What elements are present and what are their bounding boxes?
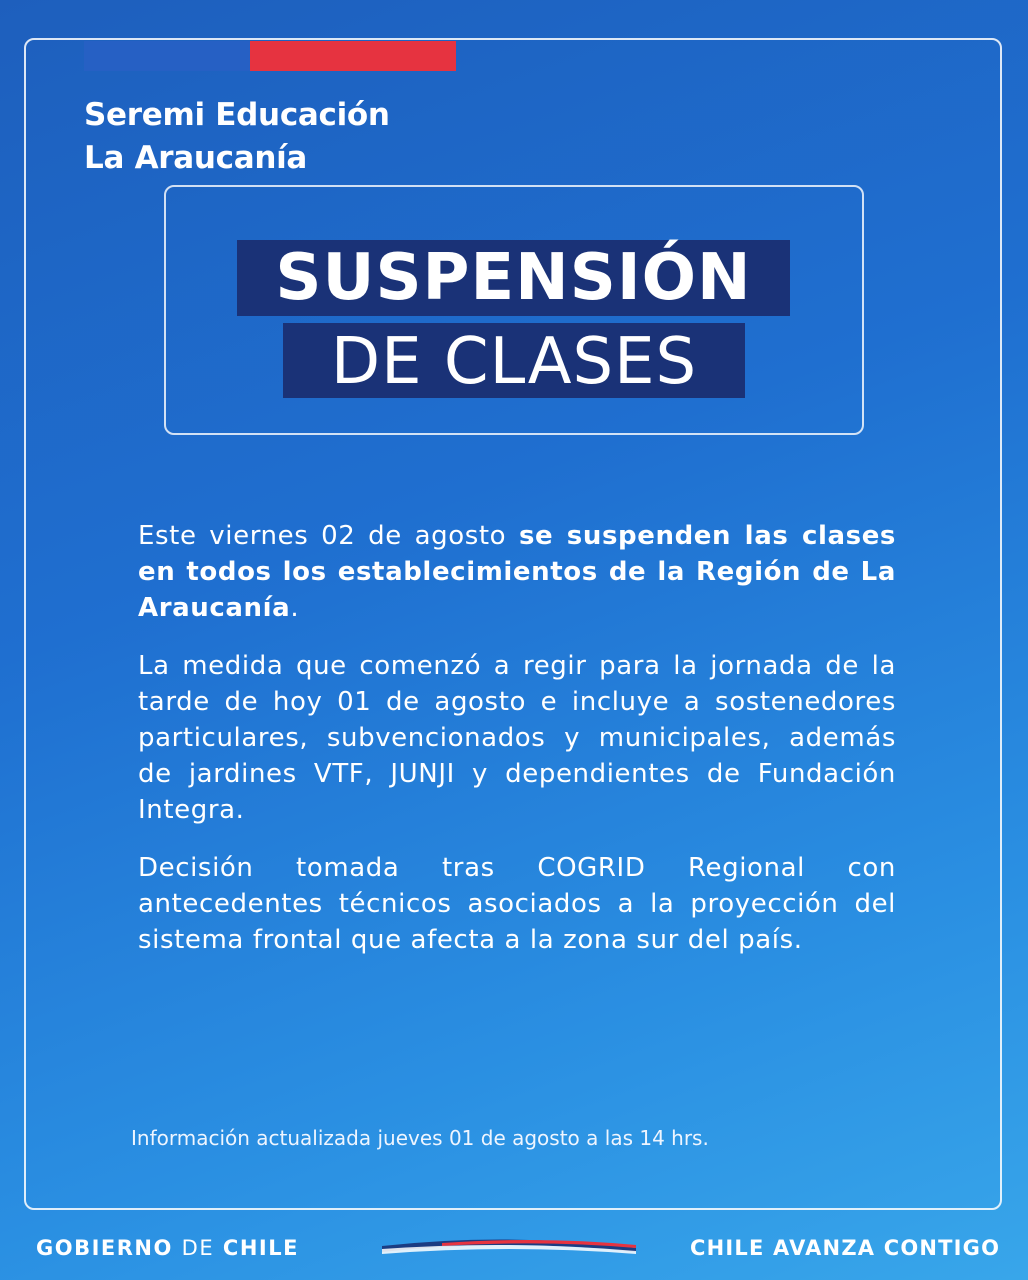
paragraph-3: Decisión tomada tras COGRID Regional con antecedentes técnicos asociados a la proyección del sistema frontal que afecta a la zona sur del país. — [138, 853, 896, 955]
title-line-2: DE CLASES — [283, 323, 745, 398]
chile-avanza-contigo-slogan: CHILE AVANZA CONTIGO — [690, 1236, 1001, 1260]
title-line-1: SUSPENSIÓN — [237, 240, 790, 316]
flag-red-stripe — [250, 41, 456, 71]
org-line-2: La Araucanía — [84, 140, 308, 176]
organization-name — [84, 94, 390, 180]
paragraph-1 — [138, 518, 896, 626]
p1-end: . — [290, 593, 300, 623]
paragraph-2: La medida que comenzó a regir para la jornada de la tarde de hoy 01 de agosto e incluye a sostenedores particulares, subvencionados y municipales, además de jardines VTF, JUNJI y dependientes de Fundación Integra. — [138, 651, 896, 825]
gobierno-de-chile-logo — [36, 1236, 299, 1260]
org-line-1: Seremi Educación — [84, 97, 390, 133]
footer-left-b: DE — [181, 1236, 215, 1260]
footer-left-a: GOBIERNO — [36, 1236, 182, 1260]
p1-bold: se suspenden las clases en todos los establecimientos de la Región de La Araucanía — [138, 521, 897, 623]
update-note: Información actualizada jueves 01 de agosto a las 14 hrs. — [131, 1126, 709, 1150]
p1-start: Este viernes 02 de agosto — [138, 521, 519, 551]
footer-left-c: CHILE — [214, 1236, 299, 1260]
announcement-body — [138, 518, 896, 980]
flag-blue-stripe — [84, 41, 250, 71]
flag-swoosh-icon — [382, 1234, 636, 1254]
